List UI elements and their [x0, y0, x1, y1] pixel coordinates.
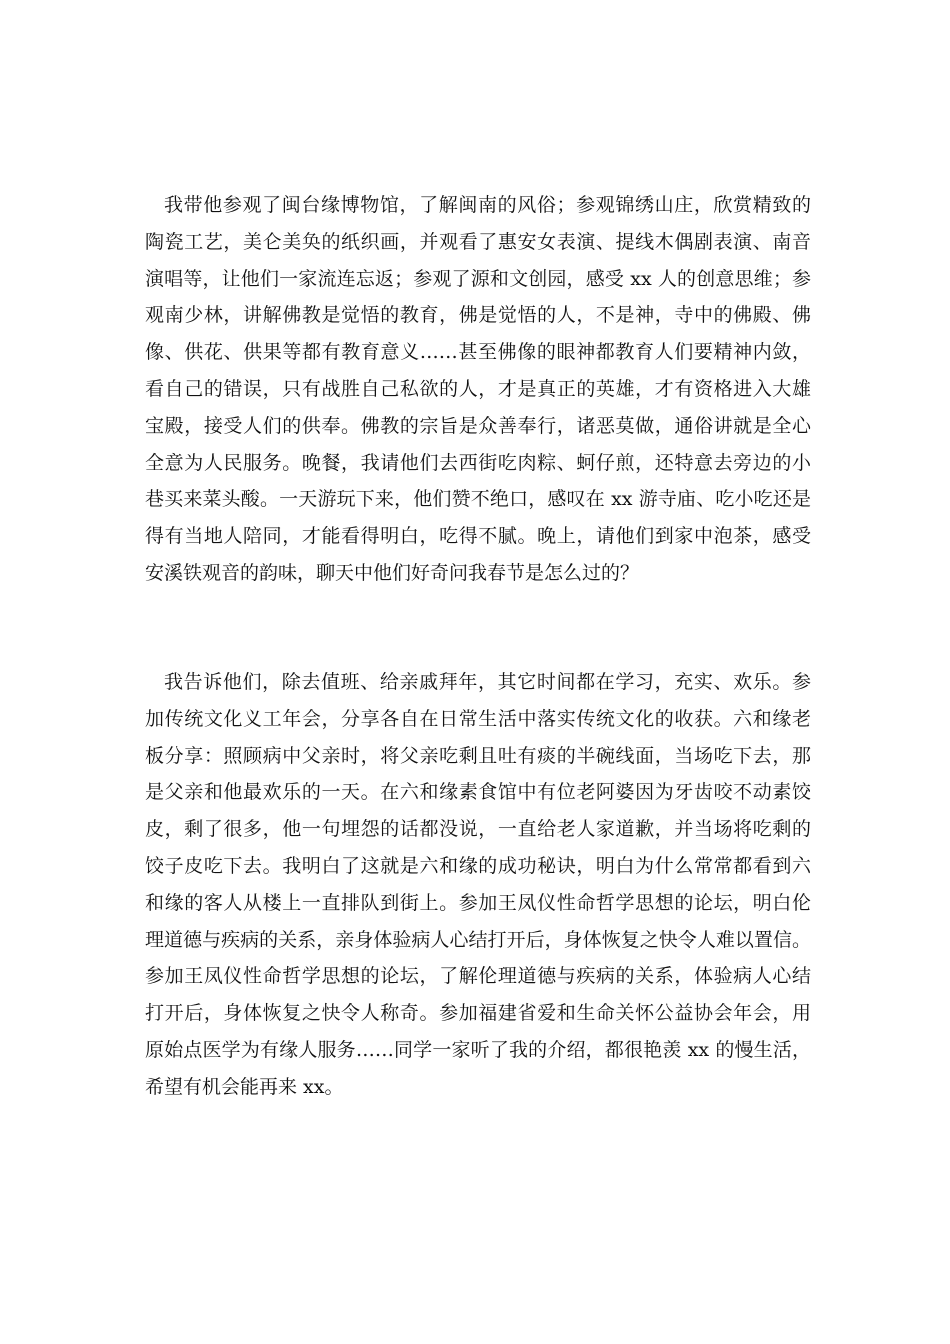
text-line: 饺子皮吃下去。我明白了这就是六和缘的成功秘诀，明白为什么常常都看到六 [145, 854, 811, 877]
text-line: 和缘的客人从楼上一直排队到街上。参加王凤仪性命哲学思想的论坛，明白伦 [145, 891, 811, 914]
text-line: 理道德与疾病的关系，亲身体验病人心结打开后，身体恢复之快令人难以置信。 [145, 928, 811, 951]
text-line: 观南少林，讲解佛教是觉悟的教育，佛是觉悟的人，不是神，寺中的佛殿、佛 [145, 304, 811, 327]
text-line: 加传统文化义工年会，分享各自在日常生活中落实传统文化的收获。六和缘老 [145, 707, 811, 730]
text-line: 板分享：照顾病中父亲时，将父亲吃剩且吐有痰的半碗线面，当场吃下去，那 [145, 744, 811, 767]
text-line: 演唱等，让他们一家流连忘返；参观了源和文创园，感受 xx 人的创意思维；参 [145, 267, 811, 290]
text-line: 打开后，身体恢复之快令人称奇。参加福建省爱和生命关怀公益协会年会，用 [145, 1002, 811, 1025]
paragraph-1 [145, 187, 811, 592]
text-line: 看自己的错误，只有战胜自己私欲的人，才是真正的英雄，才有资格进入大雄 [145, 377, 811, 400]
text-line: 陶瓷工艺，美仑美奂的纸织画，并观看了惠安女表演、提线木偶剧表演、南音 [145, 230, 811, 253]
text-line: 得有当地人陪同，才能看得明白，吃得不腻。晚上，请他们到家中泡茶，感受 [145, 525, 811, 548]
text-line: 巷买来菜头酸。一天游玩下来，他们赞不绝口，感叹在 xx 游寺庙、吃小吃还是 [145, 488, 811, 511]
paragraph-2 [145, 664, 811, 1106]
text-line: 参加王凤仪性命哲学思想的论坛，了解伦理道德与疾病的关系，体验病人心结 [145, 965, 811, 988]
text-line: 皮，剩了很多，他一句埋怨的话都没说，一直给老人家道歉，并当场将吃剩的 [145, 818, 811, 841]
text-line: 宝殿，接受人们的供奉。佛教的宗旨是众善奉行，诸恶莫做，通俗讲就是全心 [145, 414, 811, 437]
text-line: 像、供花、供果等都有教育意义……甚至佛像的眼神都教育人们要精神内敛， [145, 341, 811, 364]
text-line: 安溪铁观音的韵味，聊天中他们好奇问我春节是怎么过的？ [145, 561, 640, 584]
text-line: 我告诉他们，除去值班、给亲戚拜年，其它时间都在学习，充实、欢乐。参 [164, 671, 811, 693]
text-line: 原始点医学为有缘人服务……同学一家听了我的介绍，都很艳羡 xx 的慢生活， [145, 1038, 811, 1061]
text-line: 希望有机会能再来 xx。 [145, 1075, 344, 1098]
text-line: 全意为人民服务。晚餐，我请他们去西街吃肉粽、蚵仔煎，还特意去旁边的小 [145, 451, 811, 474]
text-line: 我带他参观了闽台缘博物馆，了解闽南的风俗；参观锦绣山庄，欣赏精致的 [164, 194, 811, 216]
text-line: 是父亲和他最欢乐的一天。在六和缘素食馆中有位老阿婆因为牙齿咬不动素饺 [145, 781, 811, 804]
